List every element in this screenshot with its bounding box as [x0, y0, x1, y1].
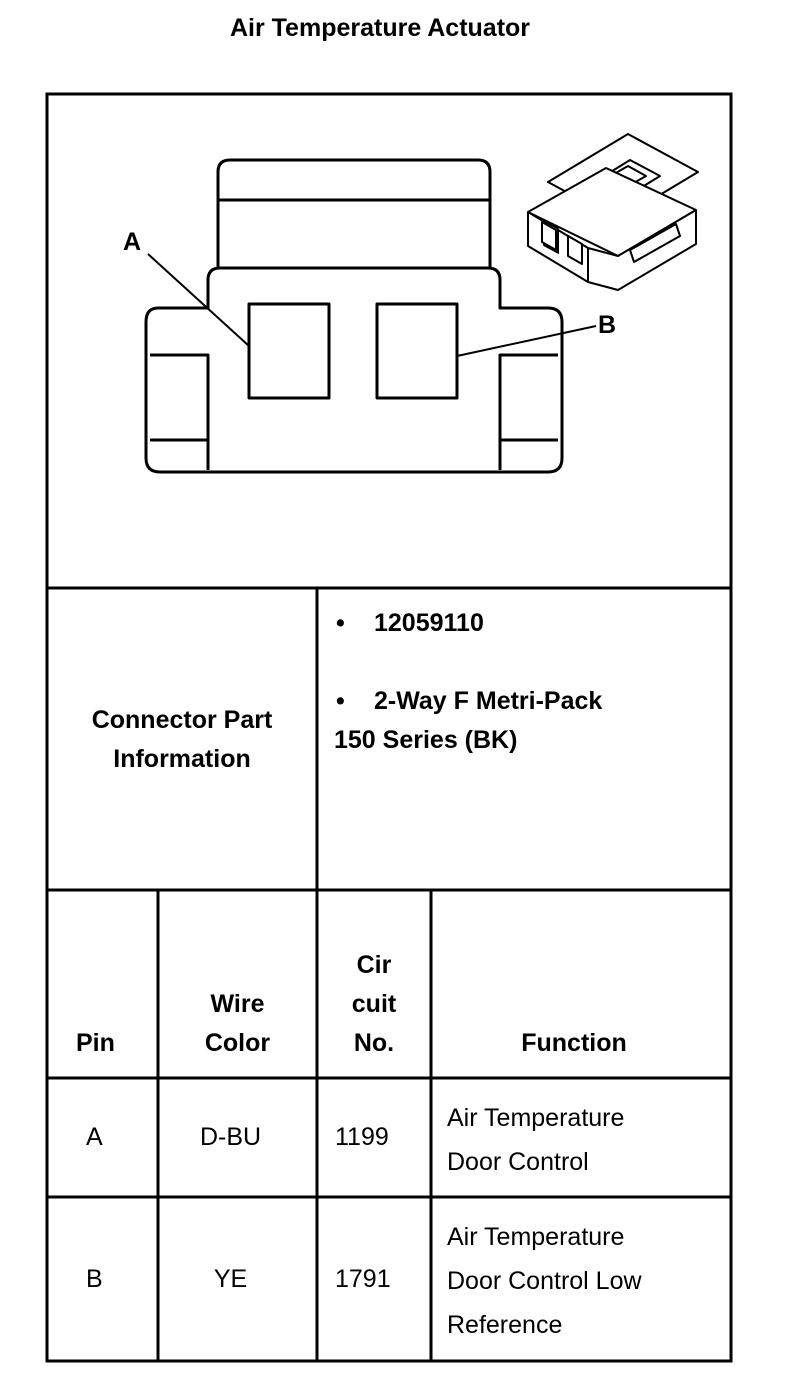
row-pin: B — [86, 1265, 103, 1293]
row-circuit: 1791 — [335, 1265, 391, 1293]
connector-description-line1: 2-Way F Metri-Pack — [374, 687, 603, 715]
header-circuit-no: Cir cuit No. — [351, 951, 397, 1057]
connector-diagram — [0, 0, 800, 590]
connector-thumbnail — [528, 134, 698, 290]
header-function: Function — [521, 1029, 627, 1057]
row-wire-color: D-BU — [199, 1123, 262, 1151]
header-pin: Pin — [76, 1029, 115, 1057]
header-wire-color: Wire Color — [204, 990, 271, 1057]
row-pin: A — [86, 1123, 103, 1151]
row-function: Air Temperature Door Control — [447, 1104, 625, 1176]
row-function: Air Temperature Door Control Low Reference — [447, 1223, 642, 1339]
connector-body — [218, 160, 490, 268]
pin-b-label: B — [598, 311, 617, 339]
pin-b-cavity — [377, 304, 457, 398]
pin-a-cavity — [249, 304, 329, 398]
connector-info-label: Connector Part Information — [91, 706, 273, 773]
row-wire-color: YE — [213, 1265, 248, 1293]
part-number-bullet: • — [336, 609, 345, 637]
row-circuit: 1199 — [335, 1123, 389, 1151]
connector-description-line2: 150 Series (BK) — [334, 726, 518, 754]
pin-b-leader — [457, 326, 596, 356]
page-title: Air Temperature Actuator — [229, 14, 531, 42]
description-bullet: • — [336, 687, 345, 715]
pin-a-label: A — [123, 228, 142, 256]
part-number: 12059110 — [374, 609, 484, 637]
